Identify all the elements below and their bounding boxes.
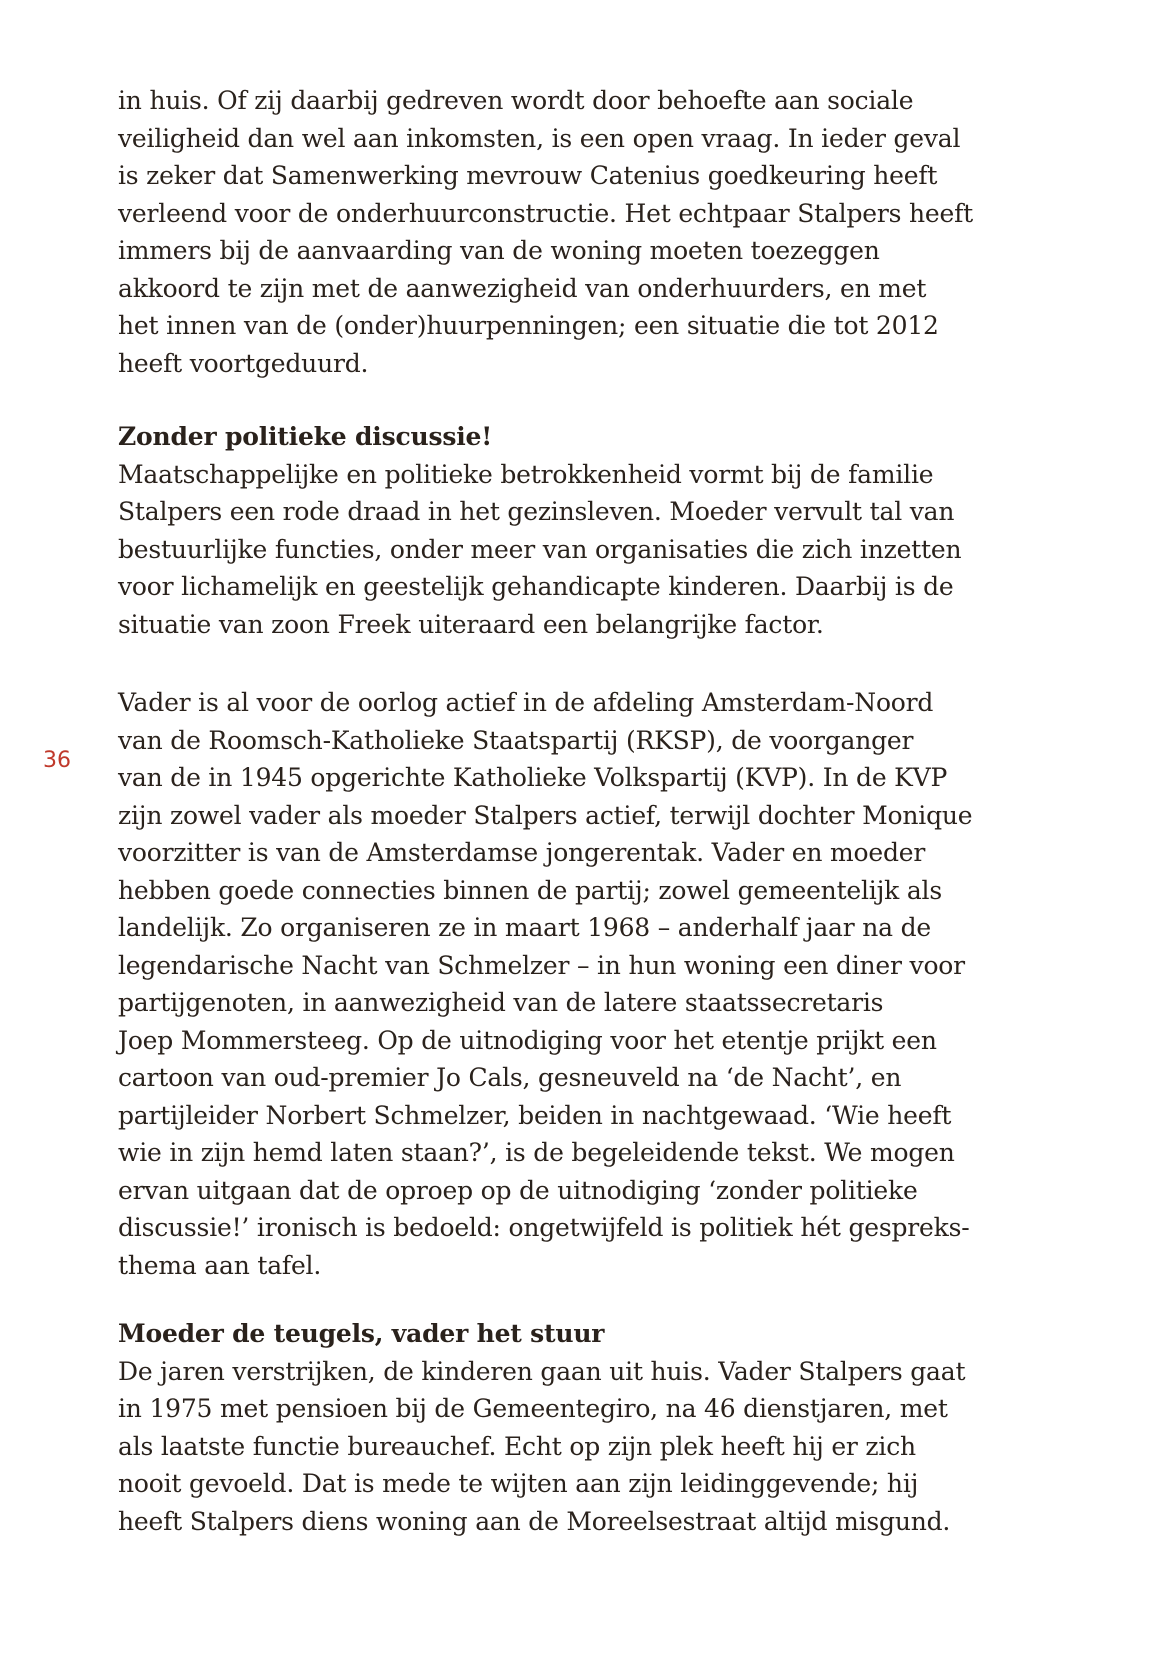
text-line: heeft Stalpers diens woning aan de Moreelsestraat altijd misgund. <box>118 1506 951 1536</box>
text-line: hebben goede connecties binnen de partij; zowel gemeentelijk als <box>118 875 942 905</box>
text-line: in 1975 met pensioen bij de Gemeentegiro, na 46 dienstjaren, met <box>118 1394 948 1423</box>
text-line: van de in 1945 opgerichte Katholieke Volkspartij (KVP). In de KVP <box>118 763 948 792</box>
text-line: heeft voortgeduurd. <box>118 348 369 378</box>
text-line: De jaren verstrijken, de kinderen gaan uit huis. Vader Stalpers gaat <box>118 1356 966 1386</box>
section-zonder-politieke-discussie <box>118 418 998 643</box>
text-line: is zeker dat Samenwerking mevrouw Catenius goedkeuring heeft <box>118 161 938 190</box>
text-line: verleend voor de onderhuurconstructie. Het echtpaar Stalpers heeft <box>118 198 973 228</box>
text-line: Maatschappelijke en politieke betrokkenheid vormt bij de familie <box>118 459 934 489</box>
text-line: partijleider Norbert Schmelzer, beiden in nachtgewaad. ‘Wie heeft <box>118 1100 952 1130</box>
text-line: landelijk. Zo organiseren ze in maart 1968 – anderhalf jaar na de <box>118 913 931 942</box>
text-line: Joep Mommersteeg. Op de uitnodiging voor het etentje prijkt een <box>118 1025 937 1055</box>
text-line: immers bij de aanvaarding van de woning moeten toezeggen <box>118 236 880 265</box>
text-line: zijn zowel vader als moeder Stalpers actief, terwijl dochter Monique <box>118 800 973 830</box>
text-line: voorzitter is van de Amsterdamse jongerentak. Vader en moeder <box>118 838 926 867</box>
text-line: bestuurlijke functies, onder meer van organisaties die zich inzetten <box>118 534 962 564</box>
text-line: ervan uitgaan dat de oproep op de uitnodiging ‘zonder politieke <box>118 1175 918 1205</box>
text-line: partijgenoten, in aanwezigheid van de latere staatssecretaris <box>118 988 884 1017</box>
text-line: Vader is al voor de oorlog actief in de afdeling Amsterdam-Noord <box>118 688 934 717</box>
section-heading: Moeder de teugels, vader het stuur <box>118 1319 605 1348</box>
text-line: discussie!’ ironisch is bedoeld: ongetwijfeld is politiek hét gespreks- <box>118 1213 970 1242</box>
text-line: Stalpers een rode draad in het gezinsleven. Moeder vervult tal van <box>118 497 955 526</box>
text-line: van de Roomsch-Katholieke Staatspartij (RKSP), de voorganger <box>118 725 914 755</box>
text-line: situatie van zoon Freek uiteraard een belangrijke factor. <box>118 609 824 639</box>
paragraph-vader <box>118 684 998 1284</box>
page-number: 36 <box>43 748 71 773</box>
section-moeder-de-teugels <box>118 1315 998 1540</box>
text-line: cartoon van oud-premier Jo Cals, gesneuveld na ‘de Nacht’, en <box>118 1063 902 1092</box>
text-line: akkoord te zijn met de aanwezigheid van onderhuurders, en met <box>118 273 927 303</box>
text-line: legendarische Nacht van Schmelzer – in hun woning een diner voor <box>118 950 965 980</box>
section-heading: Zonder politieke discussie! <box>118 422 492 451</box>
text-line: voor lichamelijk en geestelijk gehandicapte kinderen. Daarbij is de <box>118 572 954 601</box>
text-line: thema aan tafel. <box>118 1250 322 1280</box>
text-line: het innen van de (onder)huurpenningen; een situatie die tot 2012 <box>118 311 939 340</box>
text-line: nooit gevoeld. Dat is mede te wijten aan zijn leidinggevende; hij <box>118 1469 919 1498</box>
text-line: veiligheid dan wel aan inkomsten, is een open vraag. In ieder geval <box>118 123 961 153</box>
text-line: wie in zijn hemd laten staan?’, is de begeleidende tekst. We mogen <box>118 1138 955 1167</box>
text-line: als laatste functie bureauchef. Echt op zijn plek heeft hij er zich <box>118 1431 916 1461</box>
text-line: in huis. Of zij daarbij gedreven wordt door behoefte aan sociale <box>118 86 914 115</box>
paragraph-continuation <box>118 82 998 382</box>
